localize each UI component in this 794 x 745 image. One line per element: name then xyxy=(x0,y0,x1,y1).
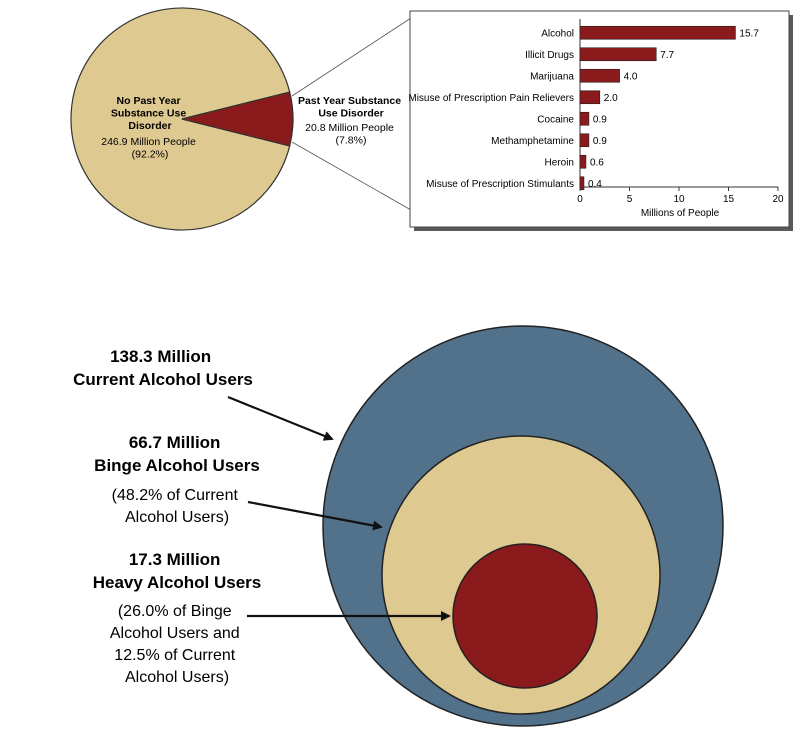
bar-category-label: Heroin xyxy=(544,157,574,169)
x-tick-label: 10 xyxy=(673,194,685,205)
bar-category-label: Alcohol xyxy=(541,28,574,40)
bar-panel xyxy=(408,11,793,231)
bar-value-label: 7.7 xyxy=(660,49,675,61)
bar xyxy=(580,69,620,82)
bar xyxy=(580,48,656,61)
x-tick-label: 15 xyxy=(722,194,735,205)
x-axis-label: Millions of People xyxy=(640,208,720,219)
bar xyxy=(580,155,586,168)
pie-chart xyxy=(71,8,404,230)
bar-category-label: Misuse of Prescription Stimulants xyxy=(426,178,574,190)
bar-value-label: 15.7 xyxy=(739,28,759,40)
pie-label-disorder-value: 20.8 Million People (7.8%) xyxy=(305,122,394,147)
bar-category-label: Misuse of Prescription Pain Relievers xyxy=(408,92,574,104)
nested-circles-chart xyxy=(73,326,723,726)
bar-value-label: 0.9 xyxy=(592,114,607,126)
bar-value-label: 0.4 xyxy=(587,178,602,190)
arrow-current-users xyxy=(228,397,332,439)
bar-value-label: 2.0 xyxy=(603,92,618,104)
bar xyxy=(580,26,735,39)
connector-line-top xyxy=(292,18,411,96)
x-tick-label: 20 xyxy=(772,194,784,205)
bar xyxy=(580,177,584,190)
bar xyxy=(580,134,589,147)
bar-value-label: 0.9 xyxy=(592,135,607,147)
x-tick-label: 5 xyxy=(626,194,633,205)
pie-label-no-disorder-name: No Past Year Substance Use Disorder xyxy=(110,95,187,132)
binge-users-note: (48.2% of Current Alcohol Users) xyxy=(111,487,238,526)
pie-label-disorder-name: Past Year Substance Use Disorder xyxy=(297,95,402,120)
pie-label-no-disorder-value: 246.9 Million People (92.2%) xyxy=(101,136,196,161)
bar-category-label: Marijuana xyxy=(530,71,574,83)
bar-category-label: Illicit Drugs xyxy=(525,49,574,61)
connector-line-bottom xyxy=(292,142,411,210)
heavy-users-title: 17.3 Million Heavy Alcohol Users xyxy=(92,550,262,592)
bar-category-label: Methamphetamine xyxy=(491,135,574,147)
bar-value-label: 0.6 xyxy=(589,157,604,169)
x-tick-label: 0 xyxy=(577,194,583,205)
binge-users-title: 66.7 Million Binge Alcohol Users xyxy=(94,433,260,475)
bar xyxy=(580,91,600,104)
heavy-users-note: (26.0% of Binge Alcohol Users and 12.5% of Current Alcohol Users) xyxy=(109,603,240,686)
current-users-title: 138.3 Million Current Alcohol Users xyxy=(73,347,253,389)
circle-heavy-alcohol-users xyxy=(453,544,597,688)
bar-category-label: Cocaine xyxy=(537,114,574,126)
bar xyxy=(580,112,589,125)
bar-value-label: 4.0 xyxy=(623,71,638,83)
